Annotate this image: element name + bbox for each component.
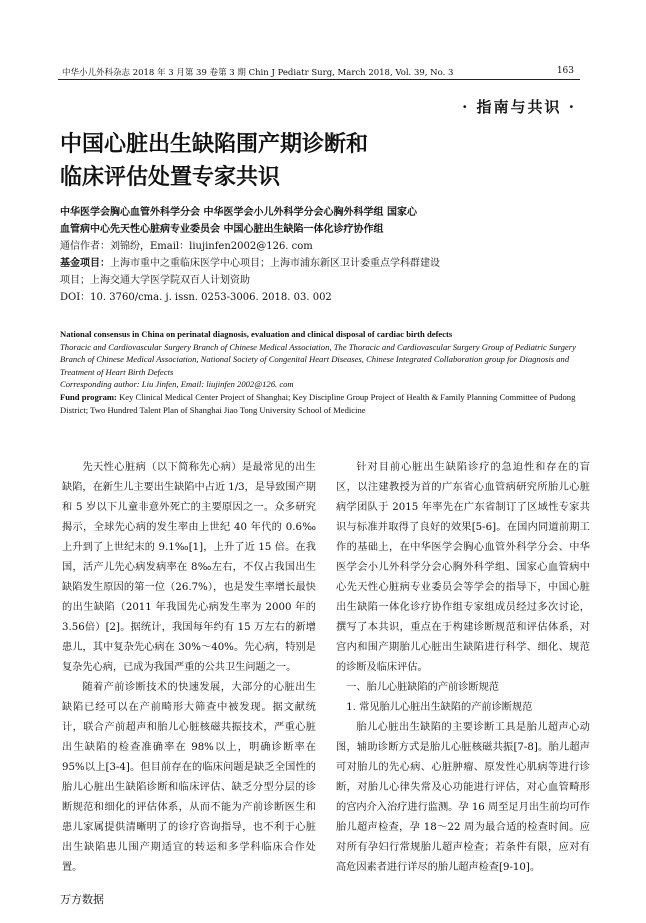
subsection-heading: 1. 常见胎儿心脏出生缺陷的产前诊断规范 [346, 702, 533, 713]
title-line-1: 中国心脏出生缺陷围产期诊断和 [60, 131, 369, 157]
paragraph: 胎儿心脏出生缺陷的主要诊断工具是胎儿超声心动图，辅助诊断方式是胎儿心脏核磁共振[7-8]。胎儿超声可对胎儿的先心病、心脏肿瘤、原发性心肌病等进行诊断，对胎儿心律失常及心功能进行评估，对心血管畸形的宫内介入治疗进行监测。孕 16 周至足月出生前均可作胎儿超声检查，孕 18～22 周为最合适的检查时间。应对所有孕妇行常规胎儿超声检查；若条件有限，应对有高危因素者进行详尽的胎儿超声检查[9-10]。 [336, 722, 590, 873]
english-fund [60, 391, 590, 416]
paragraph: 随着产前诊断技术的快速发展，大部分的心脏出生缺陷已经可以在产前畸形大筛查中被发现。据文献统计，联合产前超声和胎儿心脏核磁共振技术，严重心脏出生缺陷的检查准确率在 98%以上，明确诊断率在 95%以上[3-4]。但目前存在的临床问题是缺乏全国性的胎儿心脏出生缺陷诊断和临床评估、缺乏分型分层的诊断规范和细化的评估体系，从而不能为产前诊断医生和患儿家属提供清晰明了的诊疗咨询指导，也不利于心脏出生缺陷患儿围产期适宜的转运和多学科临床合作处置。 [62, 682, 316, 873]
section-heading: 一、胎儿心脏缺陷的产前诊断规范 [346, 682, 499, 693]
body-right-column [336, 458, 590, 878]
paragraph: 针对目前心脏出生缺陷诊疗的急迫性和存在的盲区，以注建教授为首的广东省心血管病研究所胎儿心脏病学团队于 2015 年率先在广东省制订了区域性专家共识与标准并取得了良好的效果[5-6]。在国内同道前期工作的基础上，在中华医学会胸心血管外科学分会、中华医学会小儿外科学分会心胸外科学组、国家心血管病中心先天性心脏病专业委员会等学会的指导下，中国心脏出生缺陷一体化诊疗协作组专家组成员经过多次讨论，撰写了本共识，重点在于构建诊断规范和评估体系，对宫内和围产期胎儿心脏出生缺陷进行科学、细化、规范的诊断及临床评估。 [336, 462, 590, 673]
fund-text-1: 上海市重中之重临床医学中心项目；上海市浦东新区卫计委重点学科群建设 [110, 258, 440, 269]
english-corresponding-author: Corresponding author: Liu Jinfen, Email: liujinfen 2002@126. com [60, 379, 294, 390]
fund-label: 基金项目： [60, 258, 110, 269]
running-header: 中华小儿外科杂志 2018 年 3 月第 39 卷第 3 期 Chin J Pediatr Surg, March 2018, Vol. 39, No. 3 [62, 68, 454, 78]
fund-line-2: 项目；上海交通大学医学院双百人计划资助 [60, 275, 250, 286]
english-fund-text: Key Clinical Medical Center Project of Shanghai; Key Discipline Group Project of Health & Family Planning Committee of Pudong District; Two Hundred Talent Plan of Shanghai Jiao Tong University School of Medicine [60, 391, 576, 415]
author-block [60, 204, 590, 306]
english-organizations: Thoracic and Cardiovascular Surgery Branch of Chinese Medical Association, The Thoracic and Cardiovascular Surgery Group of Pediatric Surgery Branch of Chinese Medical Association, National Society of Congenital Heart Diseases, Chinese Integrated Collaboration group for Diagnosis and Treatment of Heart Birth Defects [60, 341, 576, 377]
fund-line-1 [60, 255, 590, 272]
english-title: National consensus in China on perinatal diagnosis, evaluation and clinical disposal of cardiac birth defects [60, 329, 453, 339]
footer-watermark: 万方数据 [60, 893, 104, 906]
article-title [60, 128, 368, 194]
page-number: 163 [556, 66, 574, 76]
english-fund-label: Fund program: [60, 391, 120, 402]
doi: DOI：10. 3760/cma. j. issn. 0253-3006. 2018. 03. 002 [60, 292, 332, 303]
english-abstract-block [60, 328, 590, 416]
body-left-column [62, 458, 316, 878]
author-line-2: 血管病中心先天性心脏病专业委员会 中国心脏出生缺陷一体化诊疗协作组 [60, 224, 384, 235]
author-line-1: 中华医学会胸心血管外科学分会 中华医学会小儿外科学分会心胸外科学组 国家心 [60, 207, 417, 218]
corresponding-author: 通信作者：刘锦纷，Email：liujinfen2002@126. com [60, 241, 313, 252]
section-label: · 指南与共识 · [462, 98, 576, 116]
title-line-2: 临床评估处置专家共识 [60, 164, 281, 190]
header-rule [58, 79, 580, 80]
paragraph: 先天性心脏病（以下简称先心病）是最常见的出生缺陷，在新生儿主要出生缺陷中占近 1/3，是导致围产期和 5 岁以下儿童非意外死亡的主要原因之一。众多研究揭示，全球先心病的发生率由上世纪 40 年代的 0.6‰ 上升到了上世纪末的 9.1‰[1]，上升了近 15 倍。在我国，活产儿先心病发病率在 8‰左右，不仅占我国出生缺陷发生原因的第一位（26.7%），也是发生率增长最快的出生缺陷（2011 年我国先心病发生率为 2000 年的 3.56倍）[2]。据统计，我国每年约有 15 万左右的新增患儿，其中复杂先心病在 30%～40%。先心病，特别是复杂先心病，已成为我国严重的公共卫生问题之一。 [62, 462, 316, 673]
